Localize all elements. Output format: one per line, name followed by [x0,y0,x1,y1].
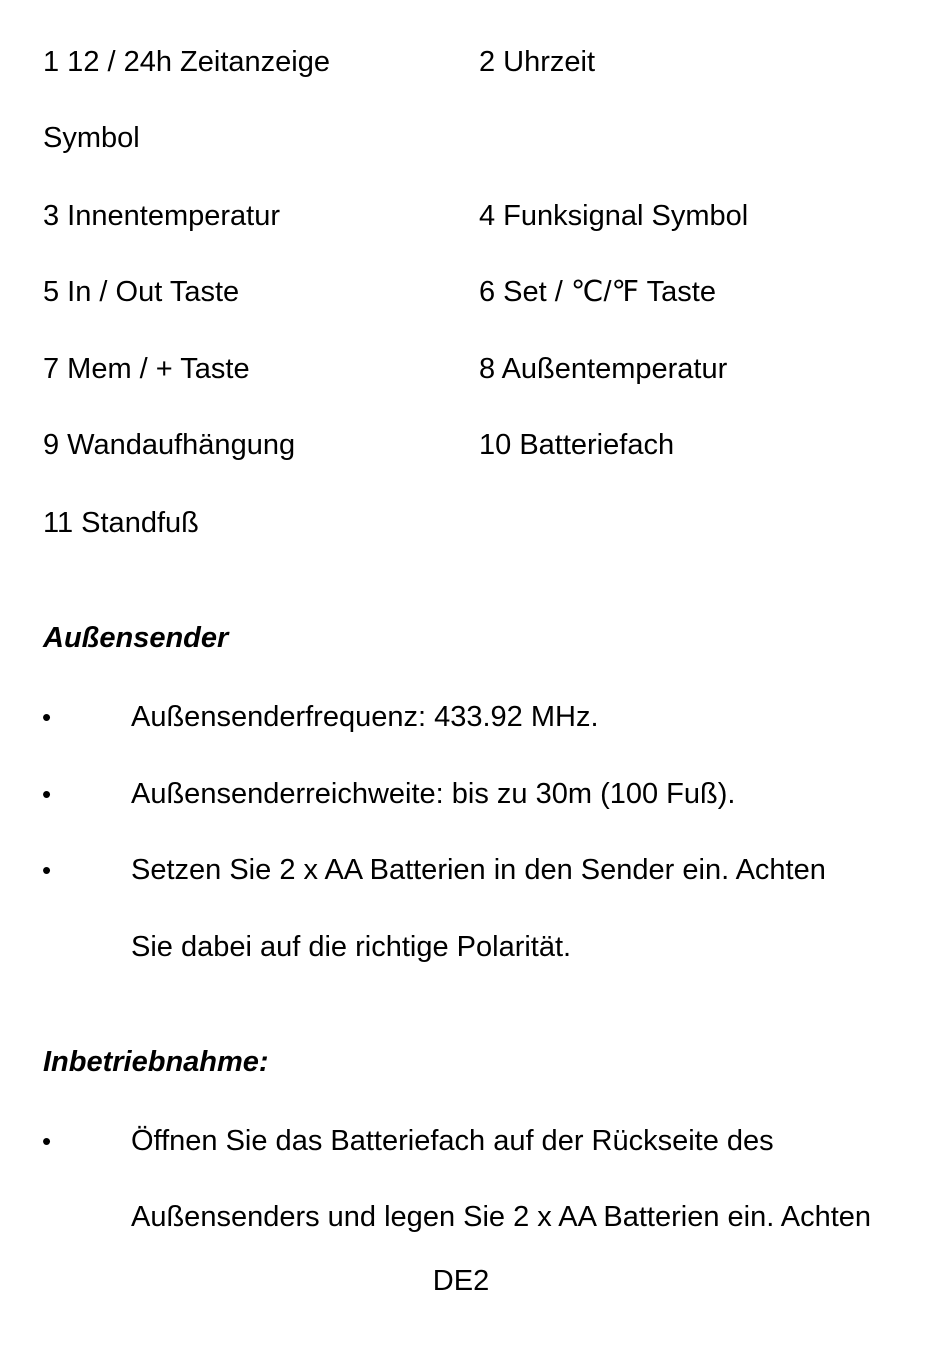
part-5-label: 5 In / Out Taste [43,276,240,308]
sender-battery-text-continued: Sie dabei auf die richtige Polarität. [131,931,572,963]
part-1-label: 1 12 / 24h Zeitanzeige [43,46,330,78]
setup-step-text-continued: Außensenders und legen Sie 2 x AA Batterien ein. Achten [131,1201,872,1233]
bullet-icon: • [42,1126,52,1156]
sender-battery-text: Setzen Sie 2 x AA Batterien in den Sender ein. Achten [131,854,826,886]
section-heading-sender: Außensender [43,622,229,654]
page-number: DE2 [432,1265,490,1297]
part-6-label: 6 Set / ℃/℉ Taste [479,276,716,308]
part-1-label-continued: Symbol [43,122,140,154]
part-9-label: 9 Wandaufhängung [43,429,296,461]
bullet-icon: • [42,779,52,809]
part-7-label: 7 Mem / + Taste [43,353,250,385]
bullet-icon: • [42,702,52,732]
bullet-icon: • [42,855,52,885]
part-4-label: 4 Funksignal Symbol [479,200,749,232]
part-8-label: 8 Außentemperatur [479,353,728,385]
section-heading-setup: Inbetriebnahme: [43,1046,269,1078]
part-3-label: 3 Innentemperatur [43,200,280,232]
setup-step-text: Öffnen Sie das Batteriefach auf der Rückseite des [131,1125,774,1157]
sender-frequency-text: Außensenderfrequenz: 433.92 MHz. [131,701,599,733]
part-10-label: 10 Batteriefach [479,429,675,461]
sender-range-text: Außensenderreichweite: bis zu 30m (100 Fuß). [131,778,736,810]
part-11-label: 11 Standfuß [43,507,199,539]
part-2-label: 2 Uhrzeit [479,46,596,78]
